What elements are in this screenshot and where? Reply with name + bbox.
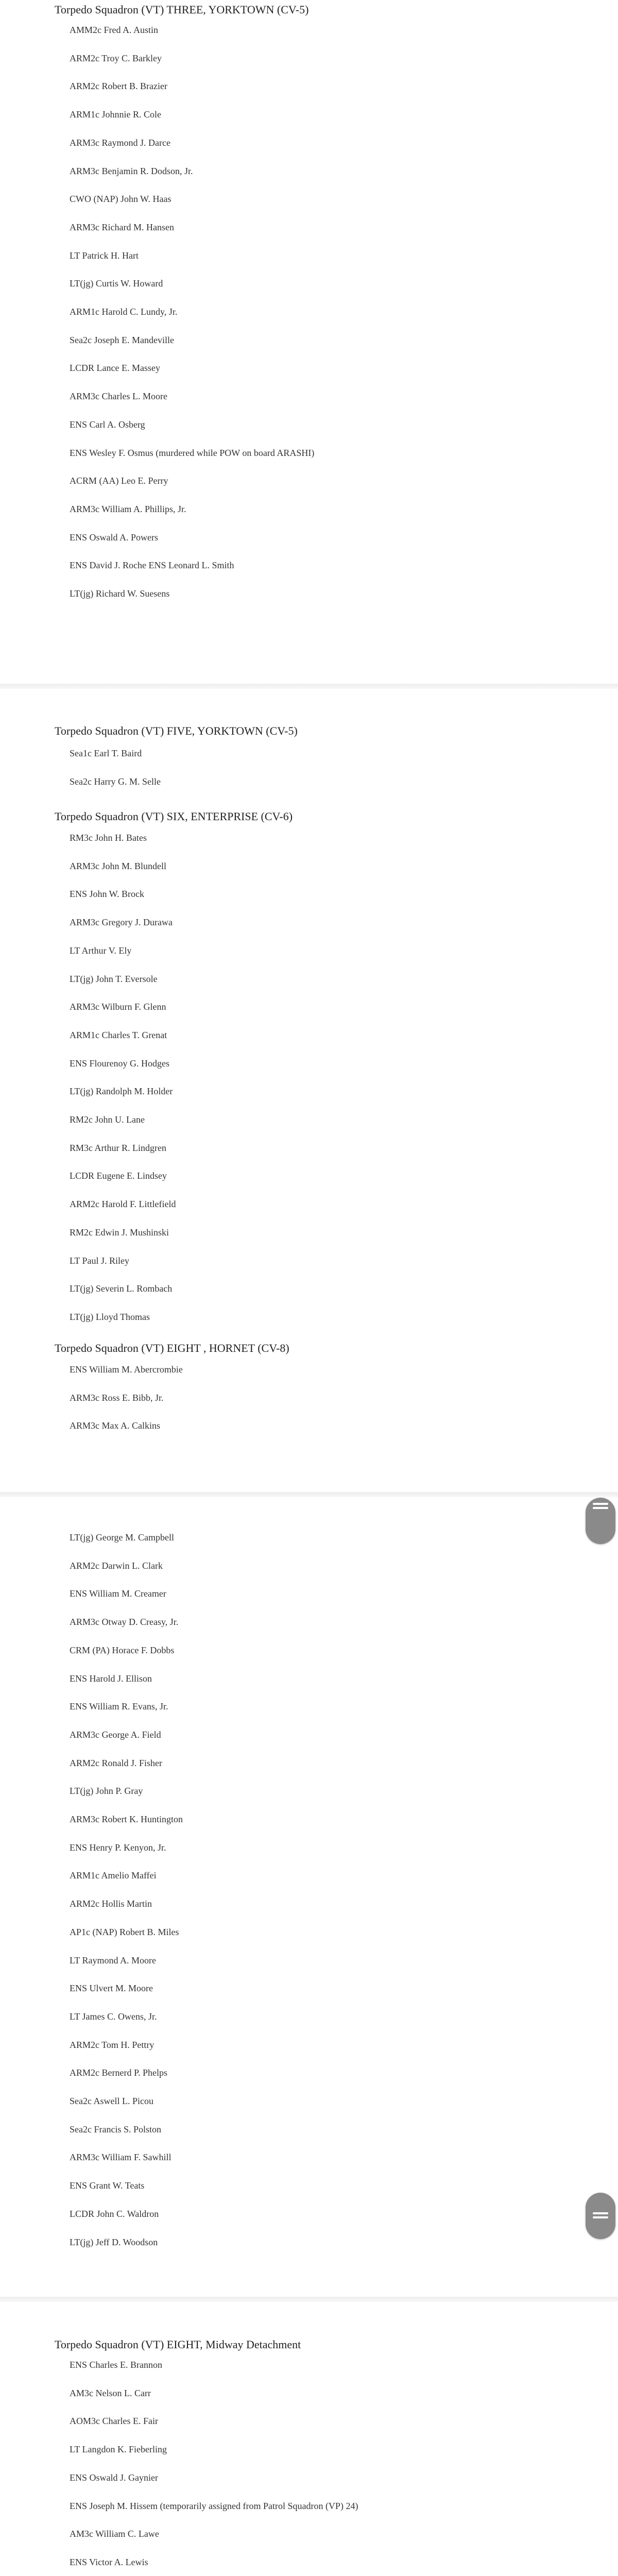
list-item: ARM3c William A. Phillips, Jr.	[70, 504, 186, 514]
list-item: LT(jg) Curtis W. Howard	[70, 278, 163, 289]
list-item: ENS Flourenoy G. Hodges	[70, 1058, 169, 1069]
list-item: AM3c Nelson L. Carr	[70, 2388, 151, 2398]
list-item: LT Paul J. Riley	[70, 1256, 130, 1266]
scroll-menu-button-top[interactable]	[586, 1498, 615, 1544]
list-item: LT Arthur V. Ely	[70, 945, 132, 956]
list-item: ENS John W. Brock	[70, 889, 145, 899]
list-item: Sea2c Aswell L. Picou	[70, 2096, 153, 2106]
list-item: LT(jg) Jeff D. Woodson	[70, 2237, 158, 2247]
list-item: ENS Harold J. Ellison	[70, 1673, 152, 1684]
list-item: ARM2c Ronald J. Fisher	[70, 1758, 162, 1768]
list-item: ENS Wesley F. Osmus (murdered while POW on board ARASHI)	[70, 448, 315, 458]
list-item: LT(jg) Lloyd Thomas	[70, 1312, 150, 1322]
list-item: LT Langdon K. Fieberling	[70, 2444, 167, 2454]
list-item: ARM2c Bernerd P. Phelps	[70, 2067, 167, 2078]
page-divider	[0, 2297, 618, 2302]
list-item: LT(jg) Randolph M. Holder	[70, 1086, 173, 1096]
list-item: AOM3c Charles E. Fair	[70, 2416, 158, 2426]
list-item: CWO (NAP) John W. Haas	[70, 194, 171, 204]
list-item: ENS Grant W. Teats	[70, 2180, 145, 2191]
list-item: ENS Victor A. Lewis	[70, 2557, 148, 2567]
list-item: ARM3c George A. Field	[70, 1730, 161, 1740]
list-item: LT James C. Owens, Jr.	[70, 2011, 157, 2022]
list-item: AMM2c Fred A. Austin	[70, 25, 159, 35]
list-item: ENS Carl A. Osberg	[70, 419, 145, 430]
list-item: CRM (PA) Horace F. Dobbs	[70, 1645, 175, 1655]
list-item: RM3c John H. Bates	[70, 833, 147, 843]
list-item: ARM1c Amelio Maffei	[70, 1870, 157, 1880]
list-item: ARM3c Otway D. Creasy, Jr.	[70, 1617, 179, 1627]
scroll-menu-button-bottom[interactable]	[586, 2193, 615, 2239]
list-item: ARM2c Robert B. Brazier	[70, 81, 167, 91]
list-item: ENS William R. Evans, Jr.	[70, 1701, 168, 1711]
list-item: ARM3c Raymond J. Darce	[70, 138, 170, 148]
list-item: ENS William M. Abercrombie	[70, 1364, 183, 1375]
section-heading-vt6: Torpedo Squadron (VT) SIX, ENTERPRISE (CV-6)	[55, 810, 293, 823]
list-item: Sea2c Harry G. M. Selle	[70, 776, 161, 787]
list-item: ENS Henry P. Kenyon, Jr.	[70, 1842, 166, 1853]
list-item: Sea1c Earl T. Baird	[70, 748, 142, 758]
list-item: ENS Oswald A. Powers	[70, 532, 159, 543]
list-item: LCDR Lance E. Massey	[70, 363, 160, 373]
list-item: ENS Charles E. Brannon	[70, 2360, 162, 2370]
list-item: LT(jg) George M. Campbell	[70, 1532, 174, 1543]
list-item: ARM3c Charles L. Moore	[70, 391, 167, 401]
list-item: LCDR Eugene E. Lindsey	[70, 1171, 167, 1181]
list-item: ARM1c Johnnie R. Cole	[70, 109, 161, 120]
section-heading-vt8-hornet: Torpedo Squadron (VT) EIGHT , HORNET (CV-8)	[55, 1342, 289, 1354]
list-item: LT(jg) John T. Eversole	[70, 974, 158, 984]
list-item: ARM2c Darwin L. Clark	[70, 1561, 163, 1571]
list-item: ARM3c Richard M. Hansen	[70, 222, 174, 232]
list-item: ARM3c Ross E. Bibb, Jr.	[70, 1393, 164, 1403]
list-item: LT(jg) Severin L. Rombach	[70, 1283, 173, 1294]
list-item: ENS Joseph M. Hissem (temporarily assigned from Patrol Squadron (VP) 24)	[70, 2501, 358, 2511]
section-heading-vt8-midway: Torpedo Squadron (VT) EIGHT, Midway Detachment	[55, 2338, 301, 2351]
list-item: ARM2c Tom H. Pettry	[70, 2040, 154, 2050]
list-item: ENS William M. Creamer	[70, 1588, 166, 1599]
list-item: ARM1c Charles T. Grenat	[70, 1030, 167, 1040]
list-item: LT(jg) Richard W. Suesens	[70, 588, 170, 599]
list-item: ARM2c Hollis Martin	[70, 1899, 152, 1909]
page-divider	[0, 1492, 618, 1497]
list-item: ARM3c Benjamin R. Dodson, Jr.	[70, 166, 193, 176]
list-item: ARM3c Robert K. Huntington	[70, 1814, 183, 1824]
list-item: AP1c (NAP) Robert B. Miles	[70, 1927, 179, 1937]
list-item: RM3c Arthur R. Lindgren	[70, 1143, 166, 1153]
page-divider	[0, 684, 618, 689]
list-item: LT(jg) John P. Gray	[70, 1786, 143, 1796]
list-item: Sea2c Francis S. Polston	[70, 2124, 161, 2134]
list-item: LCDR John C. Waldron	[70, 2209, 159, 2219]
list-item: LT Patrick H. Hart	[70, 250, 139, 261]
list-item: ARM3c William F. Sawhill	[70, 2152, 171, 2162]
list-item: Sea2c Joseph E. Mandeville	[70, 335, 174, 345]
section-heading-vt5: Torpedo Squadron (VT) FIVE, YORKTOWN (CV-5)	[55, 724, 298, 737]
list-item: RM2c John U. Lane	[70, 1114, 145, 1125]
list-item: ENS David J. Roche ENS Leonard L. Smith	[70, 560, 234, 570]
section-heading-vt3: Torpedo Squadron (VT) THREE, YORKTOWN (CV-5)	[55, 3, 309, 16]
list-item: ARM3c Gregory J. Durawa	[70, 917, 173, 927]
list-item: ARM3c Wilburn F. Glenn	[70, 1002, 166, 1012]
list-item: ARM3c John M. Blundell	[70, 861, 167, 871]
list-item: ARM2c Troy C. Barkley	[70, 53, 162, 63]
list-item: ENS Ulvert M. Moore	[70, 1983, 153, 1993]
list-item: ACRM (AA) Leo E. Perry	[70, 476, 168, 486]
list-item: RM2c Edwin J. Mushinski	[70, 1227, 169, 1238]
list-item: AM3c William C. Lawe	[70, 2529, 159, 2539]
list-item: ENS Oswald J. Gaynier	[70, 2472, 158, 2483]
list-item: ARM2c Harold F. Littlefield	[70, 1199, 176, 1209]
list-item: LT Raymond A. Moore	[70, 1955, 157, 1965]
list-item: ARM3c Max A. Calkins	[70, 1420, 161, 1431]
list-item: ARM1c Harold C. Lundy, Jr.	[70, 307, 178, 317]
